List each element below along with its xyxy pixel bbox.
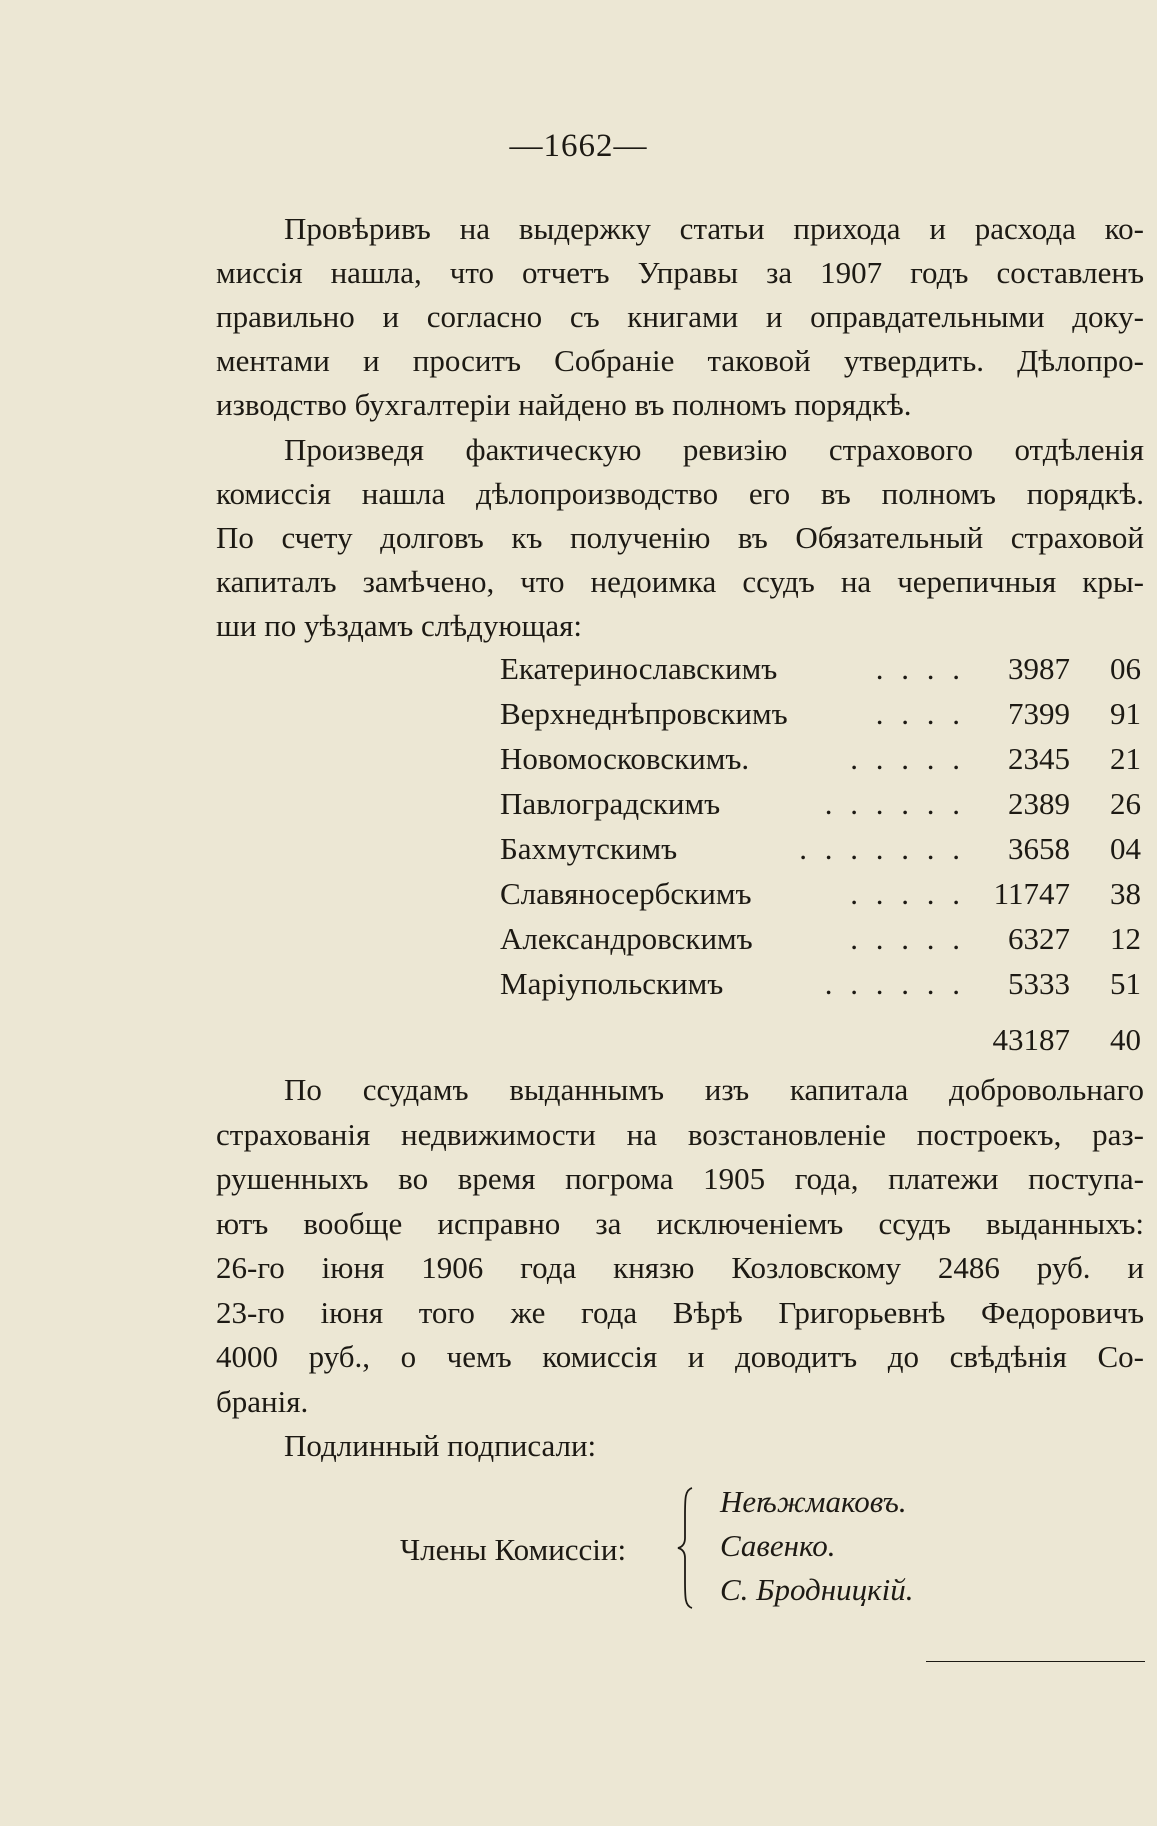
text-line: рушенныхъ во время погрома 1905 года, платежи поступа- bbox=[216, 1161, 1144, 1196]
table-row bbox=[500, 871, 1145, 916]
brace-icon bbox=[676, 1486, 696, 1610]
table-row bbox=[500, 916, 1145, 961]
district-name: Павлоградскимъ bbox=[500, 786, 721, 821]
leader-dots: . . . . . . bbox=[824, 966, 965, 1001]
leader-dots: . . . . bbox=[875, 651, 965, 686]
text-line: 23-го іюня того же года Вѣрѣ Григорьевнѣ Федоровичъ bbox=[216, 1294, 1144, 1330]
page-number: —1662— bbox=[509, 128, 648, 164]
rubles-value: 3987 bbox=[1008, 651, 1070, 686]
text-line: ютъ вообще исправно за исключеніемъ ссудъ выданныхъ: bbox=[216, 1205, 1144, 1241]
table-row bbox=[500, 781, 1145, 826]
text-line: миссія нашла, что отчетъ Управы за 1907 годъ составленъ bbox=[216, 255, 1144, 290]
text-line: 26-го іюня 1906 года князю Козловскому 2486 руб. и bbox=[216, 1250, 1144, 1285]
district-name: Новомосковскимъ. bbox=[500, 741, 750, 776]
kopecks-value: 91 bbox=[1110, 696, 1141, 731]
text-line: изводство бухгалтеріи найдено въ полномъ порядкѣ. bbox=[216, 387, 912, 422]
text-line: По ссудамъ выданнымъ изъ капитала добровольнаго bbox=[284, 1072, 1144, 1107]
leader-dots: . . . . . . . bbox=[799, 831, 965, 866]
signed-by-label: Подлинный подписали: bbox=[284, 1428, 597, 1463]
rubles-value: 5333 bbox=[1008, 966, 1070, 1001]
district-name: Верхнеднѣпровскимъ bbox=[500, 696, 788, 731]
table-row bbox=[500, 826, 1145, 871]
district-name: Бахмутскимъ bbox=[500, 831, 678, 866]
district-name: Маріупольскимъ bbox=[500, 966, 724, 1001]
district-name: Славяносербскимъ bbox=[500, 876, 752, 911]
signature: С. Бродницкій. bbox=[720, 1572, 914, 1607]
total-kopecks: 40 bbox=[1110, 1022, 1141, 1057]
leader-dots: . . . . . . bbox=[824, 786, 965, 821]
total-rubles: 43187 bbox=[992, 1022, 1070, 1057]
commission-signatures bbox=[0, 1480, 1157, 1630]
rubles-value: 6327 bbox=[1008, 921, 1070, 956]
table-row bbox=[500, 736, 1145, 781]
leader-dots: . . . . . bbox=[850, 741, 965, 776]
members-label: Члены Комиссіи: bbox=[400, 1532, 627, 1567]
kopecks-value: 04 bbox=[1110, 831, 1141, 866]
kopecks-value: 12 bbox=[1110, 921, 1141, 956]
text-line: ши по уѣздамъ слѣдующая: bbox=[216, 608, 582, 643]
text-line: Произведя фактическую ревизію страхового отдѣленія bbox=[284, 432, 1144, 467]
signature: Неѣжмаковъ. bbox=[720, 1484, 907, 1519]
total-divider bbox=[926, 1661, 1145, 1662]
text-line: правильно и согласно съ книгами и оправдательными доку- bbox=[216, 299, 1144, 334]
rubles-value: 3658 bbox=[1008, 831, 1070, 866]
leader-dots: . . . . . bbox=[850, 921, 965, 956]
text-line: По счету долговъ къ полученію въ Обязательный страховой bbox=[216, 520, 1144, 555]
total-row bbox=[500, 1017, 1145, 1062]
leader-dots: . . . . . bbox=[850, 876, 965, 911]
text-line: комиссія нашла дѣлопроизводство его въ полномъ порядкѣ. bbox=[216, 476, 1144, 511]
table-row bbox=[500, 961, 1145, 1006]
kopecks-value: 21 bbox=[1110, 741, 1141, 776]
text-line: страхованія недвижимости на возстановленіе построекъ, раз- bbox=[216, 1116, 1144, 1152]
text-line: бранія. bbox=[216, 1383, 309, 1419]
kopecks-value: 26 bbox=[1110, 786, 1141, 821]
kopecks-value: 51 bbox=[1110, 966, 1141, 1001]
text-line: 4000 руб., о чемъ комиссія и доводитъ до свѣдѣнія Со- bbox=[216, 1339, 1144, 1374]
signature: Савенко. bbox=[720, 1528, 836, 1563]
table-row bbox=[500, 691, 1145, 736]
kopecks-value: 38 bbox=[1110, 876, 1141, 911]
district-name: Екатеринославскимъ bbox=[500, 651, 778, 686]
rubles-value: 2345 bbox=[1008, 741, 1070, 776]
text-line: Провѣривъ на выдержку статьи прихода и расхода ко- bbox=[284, 211, 1144, 246]
text-line: ментами и проситъ Собраніе таковой утвердить. Дѣлопро- bbox=[216, 343, 1144, 378]
rubles-value: 2389 bbox=[1008, 786, 1070, 821]
text-line: капиталъ замѣчено, что недоимка ссудъ на черепичныя кры- bbox=[216, 564, 1144, 599]
rubles-value: 7399 bbox=[1008, 696, 1070, 731]
district-name: Александровскимъ bbox=[500, 921, 753, 956]
leader-dots: . . . . bbox=[875, 696, 965, 731]
rubles-value: 11747 bbox=[993, 876, 1070, 911]
table-row bbox=[500, 646, 1145, 691]
kopecks-value: 06 bbox=[1110, 651, 1141, 686]
